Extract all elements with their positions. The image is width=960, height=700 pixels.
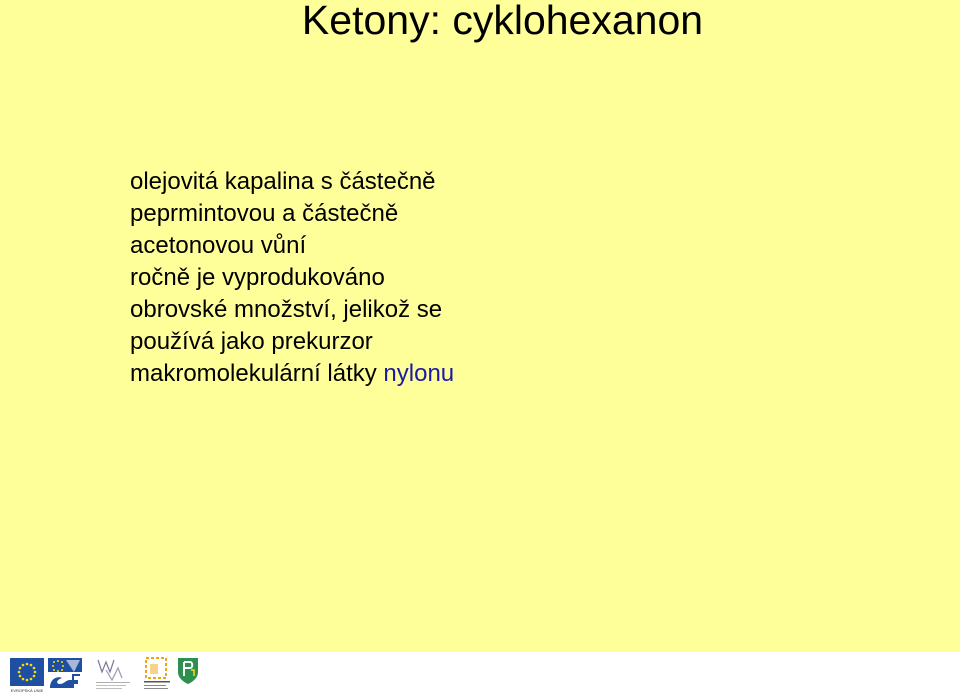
- body-line: olejovitá kapalina s částečně: [130, 168, 436, 195]
- body-line: obrovské množství, jelikož se: [130, 296, 443, 323]
- nylon-link[interactable]: nylonu: [383, 360, 455, 387]
- body-line-prefix: makromolekulární látky: [130, 360, 384, 387]
- upol-logo: [176, 656, 200, 686]
- body-line: ročně je vyprodukováno: [130, 264, 385, 291]
- eu-caption: EVROPSKÁ UNIE: [10, 688, 44, 693]
- op-vk-logo: [140, 656, 174, 692]
- slide-body: [130, 166, 454, 390]
- slide-title: Ketony: cyklohexanon: [301, 0, 704, 43]
- eu-flag-logo: [10, 658, 44, 686]
- msmt-logo: [92, 656, 136, 690]
- esf-logo: [48, 658, 82, 690]
- body-line: acetonovou vůní: [130, 232, 307, 259]
- footer-logo-bar: [0, 652, 960, 700]
- body-line: používá jako prekurzor: [130, 328, 373, 355]
- body-line: peprmintovou a částečně: [130, 200, 399, 227]
- body-line-last: [130, 358, 454, 390]
- eu-stars-icon: [10, 658, 44, 686]
